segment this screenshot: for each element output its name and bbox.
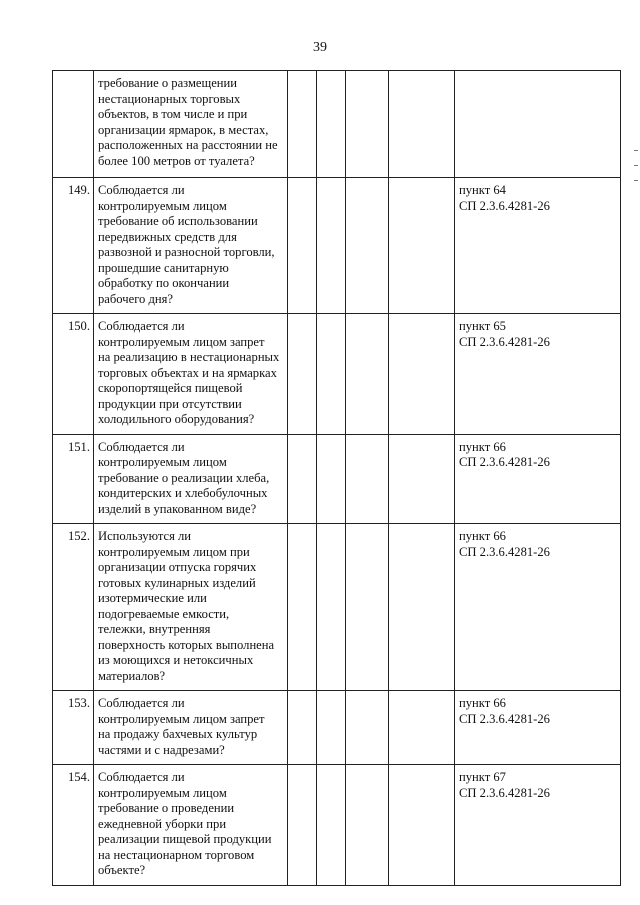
comment-cell xyxy=(389,178,455,314)
answer-na-cell xyxy=(346,765,389,886)
answer-yes-cell xyxy=(288,314,317,435)
requirement-question: требование о размещении нестационарных торговых объектов, в том числе и при организации ярмарок, в местах, расположенных на расстоянии не более 100 метров от туалета? xyxy=(94,71,288,178)
answer-yes-cell xyxy=(288,434,317,524)
answer-no-cell xyxy=(317,765,346,886)
answer-na-cell xyxy=(346,434,389,524)
answer-no-cell xyxy=(317,691,346,765)
legal-reference: пункт 64 СП 2.3.6.4281-26 xyxy=(455,178,621,314)
answer-yes-cell xyxy=(288,765,317,886)
table-row xyxy=(53,314,621,435)
row-number: 152. xyxy=(53,524,94,691)
legal-reference: пункт 66 СП 2.3.6.4281-26 xyxy=(455,524,621,691)
table-row xyxy=(53,765,621,886)
table-row xyxy=(53,524,621,691)
answer-na-cell xyxy=(346,178,389,314)
page-number: 39 xyxy=(313,40,327,55)
scan-edge-mark xyxy=(634,180,638,181)
requirement-question: Соблюдается ли контролируемым лицом запрет на реализацию в нестационарных торговых объектах и на ярмарках скоропортящейся пищевой продукции при отсутствии холодильного оборудования? xyxy=(94,314,288,435)
row-number: 153. xyxy=(53,691,94,765)
table-row xyxy=(53,178,621,314)
scan-edge-mark xyxy=(634,165,638,166)
row-number xyxy=(53,71,94,178)
comment-cell xyxy=(389,71,455,178)
table-row xyxy=(53,434,621,524)
answer-no-cell xyxy=(317,314,346,435)
answer-no-cell xyxy=(317,178,346,314)
answer-yes-cell xyxy=(288,691,317,765)
requirement-question: Используются ли контролируемым лицом при организации отпуска горячих готовых кулинарных изделий изотермические или подогреваемые емкости, тележки, внутренняя поверхность которых выполнена из моющихся и нетоксичных материалов? xyxy=(94,524,288,691)
requirement-question: Соблюдается ли контролируемым лицом требование о реализации хлеба, кондитерских и хлебобулочных изделий в упакованном виде? xyxy=(94,434,288,524)
requirement-question: Соблюдается ли контролируемым лицом требование о проведении ежедневной уборки при реализации пищевой продукции на нестационарном торговом объекте? xyxy=(94,765,288,886)
table-row xyxy=(53,71,621,178)
comment-cell xyxy=(389,314,455,435)
comment-cell xyxy=(389,691,455,765)
answer-na-cell xyxy=(346,691,389,765)
comment-cell xyxy=(389,524,455,691)
comment-cell xyxy=(389,765,455,886)
requirement-question: Соблюдается ли контролируемым лицом требование об использовании передвижных средств для развозной и разносной торговли, прошедшие санитарную обработку по окончании рабочего дня? xyxy=(94,178,288,314)
answer-na-cell xyxy=(346,314,389,435)
answer-na-cell xyxy=(346,524,389,691)
answer-no-cell xyxy=(317,434,346,524)
row-number: 151. xyxy=(53,434,94,524)
answer-yes-cell xyxy=(288,178,317,314)
row-number: 154. xyxy=(53,765,94,886)
legal-reference: пункт 67 СП 2.3.6.4281-26 xyxy=(455,765,621,886)
answer-yes-cell xyxy=(288,71,317,178)
comment-cell xyxy=(389,434,455,524)
row-number: 149. xyxy=(53,178,94,314)
answer-na-cell xyxy=(346,71,389,178)
answer-yes-cell xyxy=(288,524,317,691)
legal-reference: пункт 65 СП 2.3.6.4281-26 xyxy=(455,314,621,435)
scan-edge-mark xyxy=(634,150,638,151)
row-number: 150. xyxy=(53,314,94,435)
table-row xyxy=(53,691,621,765)
requirement-question: Соблюдается ли контролируемым лицом запрет на продажу бахчевых культур частями и с надрезами? xyxy=(94,691,288,765)
answer-no-cell xyxy=(317,524,346,691)
checklist-table xyxy=(52,70,621,886)
answer-no-cell xyxy=(317,71,346,178)
legal-reference: пункт 66 СП 2.3.6.4281-26 xyxy=(455,434,621,524)
legal-reference: пункт 66 СП 2.3.6.4281-26 xyxy=(455,691,621,765)
legal-reference xyxy=(455,71,621,178)
